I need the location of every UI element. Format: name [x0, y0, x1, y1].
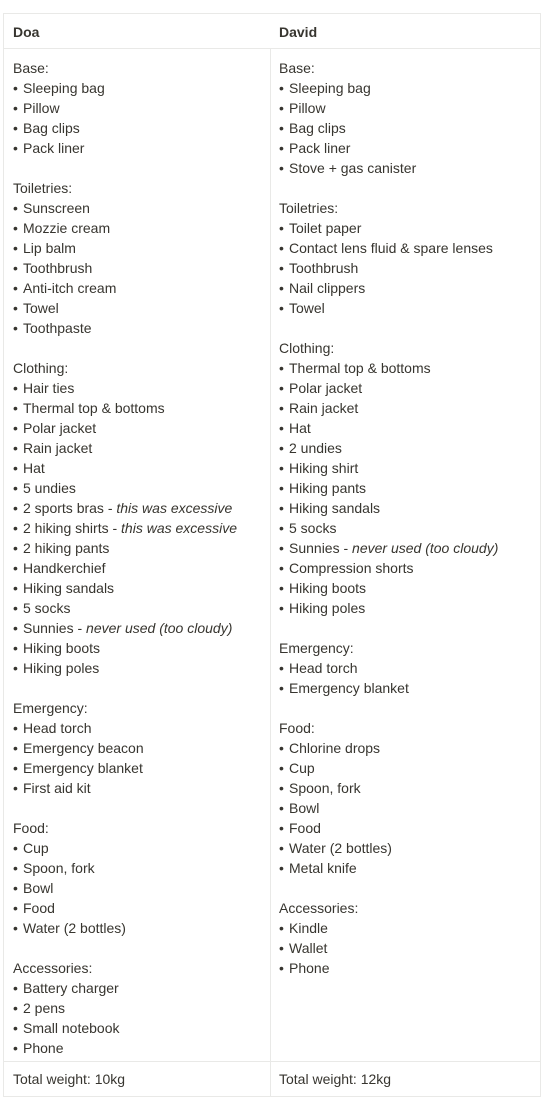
list-item	[13, 758, 261, 778]
list-item	[13, 718, 261, 738]
list-item-text: Hiking pants	[289, 480, 367, 496]
section-spacer	[279, 618, 531, 638]
section-spacer	[13, 678, 261, 698]
bullet-icon: •	[279, 100, 284, 116]
list-item	[279, 438, 531, 458]
bullet-icon: •	[279, 140, 284, 156]
bullet-icon: •	[279, 940, 284, 956]
bullet-icon: •	[13, 320, 18, 336]
section-title: Accessories:	[13, 960, 93, 976]
bullet-icon: •	[13, 620, 18, 636]
list-item-text: 5 undies	[23, 480, 76, 496]
list-item-text: Pillow	[23, 100, 60, 116]
bullet-icon: •	[279, 520, 284, 536]
bullet-icon: •	[13, 900, 18, 916]
list-item-text: Bowl	[23, 880, 54, 896]
bullet-icon: •	[279, 80, 284, 96]
bullet-icon: •	[279, 580, 284, 596]
list-item-text: Small notebook	[23, 1020, 120, 1036]
list-item-text: Hiking sandals	[289, 500, 381, 516]
bullet-icon: •	[13, 540, 18, 556]
bullet-icon: •	[279, 300, 284, 316]
bullet-icon: •	[279, 240, 284, 256]
packing-list-table	[3, 13, 541, 1097]
list-item	[13, 98, 261, 118]
section-spacer	[279, 698, 531, 718]
column-header-david[interactable]	[270, 14, 540, 49]
section-title: Emergency:	[13, 700, 88, 716]
bullet-icon: •	[13, 860, 18, 876]
bullet-icon: •	[13, 380, 18, 396]
list-item	[279, 378, 531, 398]
bullet-icon: •	[279, 860, 284, 876]
list-item-text: Thermal top & bottoms	[23, 400, 165, 416]
bullet-icon: •	[13, 100, 18, 116]
list-item	[13, 118, 261, 138]
list-item	[279, 138, 531, 158]
list-item-text: Bag clips	[23, 120, 80, 136]
list-item	[13, 258, 261, 278]
list-item-text: Toilet paper	[289, 220, 362, 236]
bullet-icon: •	[279, 120, 284, 136]
bullet-icon: •	[279, 820, 284, 836]
total-weight-text: Total weight: 12kg	[279, 1071, 392, 1087]
bullet-icon: •	[13, 140, 18, 156]
list-item	[279, 558, 531, 578]
bullet-icon: •	[13, 560, 18, 576]
list-item	[13, 838, 261, 858]
total-weight-text: Total weight: 10kg	[13, 1071, 126, 1087]
list-item	[13, 978, 261, 998]
list-item	[13, 518, 261, 538]
list-item	[279, 418, 531, 438]
bullet-icon: •	[13, 400, 18, 416]
list-item	[279, 818, 531, 838]
column-body-doa[interactable]	[4, 49, 270, 1061]
list-item	[13, 138, 261, 158]
list-item	[13, 298, 261, 318]
bullet-icon: •	[279, 600, 284, 616]
list-item-text: 5 socks	[289, 520, 337, 536]
bullet-icon: •	[279, 220, 284, 236]
bullet-icon: •	[13, 780, 18, 796]
bullet-icon: •	[279, 840, 284, 856]
list-item-text: Toothpaste	[23, 320, 92, 336]
list-item-text: Contact lens fluid & spare lenses	[289, 240, 493, 256]
list-item-text: Polar jacket	[289, 380, 363, 396]
list-item	[13, 78, 261, 98]
list-item-text: Toothbrush	[289, 260, 359, 276]
list-item	[13, 538, 261, 558]
bullet-icon: •	[13, 300, 18, 316]
list-item-text: 2 undies	[289, 440, 342, 456]
list-item-note: never used (too cloudy)	[352, 540, 499, 556]
bullet-icon: •	[279, 740, 284, 756]
list-item-text: Hiking poles	[289, 600, 366, 616]
list-item	[279, 218, 531, 238]
list-item-text: Emergency beacon	[23, 740, 144, 756]
column-doa	[4, 14, 271, 1096]
bullet-icon: •	[279, 440, 284, 456]
list-item	[279, 278, 531, 298]
bullet-icon: •	[13, 640, 18, 656]
bullet-icon: •	[279, 400, 284, 416]
list-item	[13, 638, 261, 658]
list-item-text: Towel	[23, 300, 59, 316]
list-item	[279, 658, 531, 678]
bullet-icon: •	[13, 1020, 18, 1036]
list-item	[13, 198, 261, 218]
bullet-icon: •	[13, 440, 18, 456]
list-item-text: Pack liner	[23, 140, 85, 156]
list-item	[13, 878, 261, 898]
list-item	[13, 418, 261, 438]
list-item	[279, 538, 531, 558]
list-item-text: Nail clippers	[289, 280, 366, 296]
list-item-text: 2 hiking shirts -	[23, 520, 122, 536]
list-item	[279, 938, 531, 958]
list-item	[279, 118, 531, 138]
list-item-text: Head torch	[23, 720, 92, 736]
section-spacer	[13, 938, 261, 958]
bullet-icon: •	[279, 780, 284, 796]
list-item-text: Hiking boots	[23, 640, 101, 656]
bullet-icon: •	[13, 840, 18, 856]
list-item-text: Hiking boots	[289, 580, 367, 596]
bullet-icon: •	[279, 420, 284, 436]
list-item	[279, 398, 531, 418]
list-item-text: Spoon, fork	[23, 860, 95, 876]
list-item-text: Rain jacket	[289, 400, 359, 416]
list-item	[13, 218, 261, 238]
list-item-text: Pack liner	[289, 140, 351, 156]
list-item-text: Sleeping bag	[289, 80, 371, 96]
list-item	[13, 1038, 261, 1058]
list-item-text: Polar jacket	[23, 420, 97, 436]
list-item	[279, 258, 531, 278]
list-item	[13, 498, 261, 518]
list-item	[279, 158, 531, 178]
bullet-icon: •	[13, 460, 18, 476]
list-item-text: Bag clips	[289, 120, 346, 136]
list-item	[279, 678, 531, 698]
list-item-text: Bowl	[289, 800, 320, 816]
bullet-icon: •	[279, 560, 284, 576]
list-item-text: Water (2 bottles)	[289, 840, 392, 856]
list-item	[13, 898, 261, 918]
list-item	[13, 378, 261, 398]
list-item	[13, 598, 261, 618]
bullet-icon: •	[279, 800, 284, 816]
list-item	[13, 278, 261, 298]
list-item	[279, 518, 531, 538]
list-item-text: Hiking poles	[23, 660, 100, 676]
bullet-icon: •	[13, 980, 18, 996]
list-item	[279, 478, 531, 498]
list-item-text: Mozzie cream	[23, 220, 111, 236]
list-item-text: Rain jacket	[23, 440, 93, 456]
section-spacer	[13, 158, 261, 178]
section-title: Toiletries:	[279, 200, 339, 216]
list-item	[13, 318, 261, 338]
list-item-text: Food	[23, 900, 55, 916]
list-item-text: Toothbrush	[23, 260, 93, 276]
list-item-text: Hiking sandals	[23, 580, 115, 596]
list-item-text: Compression shorts	[289, 560, 414, 576]
list-item	[13, 658, 261, 678]
list-item-text: Stove + gas canister	[289, 160, 417, 176]
list-item	[279, 358, 531, 378]
column-david	[270, 14, 540, 1096]
bullet-icon: •	[13, 260, 18, 276]
section-title: Toiletries:	[13, 180, 73, 196]
list-item	[279, 598, 531, 618]
list-item-text: First aid kit	[23, 780, 91, 796]
list-item	[13, 458, 261, 478]
bullet-icon: •	[279, 160, 284, 176]
bullet-icon: •	[279, 680, 284, 696]
list-item-text: Emergency blanket	[289, 680, 409, 696]
list-item	[279, 98, 531, 118]
bullet-icon: •	[279, 760, 284, 776]
section-spacer	[13, 798, 261, 818]
list-item	[279, 298, 531, 318]
list-item	[279, 858, 531, 878]
list-item	[279, 778, 531, 798]
bullet-icon: •	[13, 520, 18, 536]
bullet-icon: •	[279, 920, 284, 936]
total-weight-cell-david[interactable]	[270, 1061, 540, 1096]
list-item-text: Thermal top & bottoms	[289, 360, 431, 376]
list-item-text: Sunnies -	[23, 620, 87, 636]
list-item	[13, 618, 261, 638]
list-item	[13, 858, 261, 878]
list-item-text: Towel	[289, 300, 325, 316]
list-item-text: Sunnies -	[289, 540, 353, 556]
bullet-icon: •	[279, 460, 284, 476]
bullet-icon: •	[279, 260, 284, 276]
bullet-icon: •	[13, 580, 18, 596]
section-title: Base:	[13, 60, 49, 76]
list-item-text: Phone	[23, 1040, 64, 1056]
bullet-icon: •	[279, 280, 284, 296]
bullet-icon: •	[13, 240, 18, 256]
list-item	[13, 578, 261, 598]
list-item	[13, 478, 261, 498]
bullet-icon: •	[13, 720, 18, 736]
bullet-icon: •	[13, 280, 18, 296]
bullet-icon: •	[13, 760, 18, 776]
list-item	[13, 238, 261, 258]
section-title: Emergency:	[279, 640, 354, 656]
list-item	[279, 578, 531, 598]
section-title: Base:	[279, 60, 315, 76]
bullet-icon: •	[279, 380, 284, 396]
bullet-icon: •	[279, 360, 284, 376]
list-item-text: Battery charger	[23, 980, 119, 996]
section-spacer	[13, 338, 261, 358]
list-item-text: Metal knife	[289, 860, 357, 876]
bullet-icon: •	[13, 920, 18, 936]
list-item-text: Hiking shirt	[289, 460, 359, 476]
bullet-icon: •	[13, 480, 18, 496]
bullet-icon: •	[13, 740, 18, 756]
column-body-david[interactable]	[270, 49, 540, 1061]
list-item-text: Wallet	[289, 940, 328, 956]
total-weight-cell-doa[interactable]	[4, 1061, 270, 1096]
list-item	[279, 458, 531, 478]
list-item-text: Water (2 bottles)	[23, 920, 126, 936]
bullet-icon: •	[13, 600, 18, 616]
section-title: Food:	[13, 820, 49, 836]
list-item-note: this was excessive	[116, 500, 233, 516]
list-item-text: Lip balm	[23, 240, 76, 256]
list-item-text: Kindle	[289, 920, 328, 936]
bullet-icon: •	[13, 1040, 18, 1056]
list-item	[13, 1018, 261, 1038]
list-item	[279, 78, 531, 98]
list-item-text: Cup	[23, 840, 49, 856]
list-item	[13, 778, 261, 798]
list-item	[13, 398, 261, 418]
list-item	[279, 918, 531, 938]
list-item	[279, 498, 531, 518]
list-item-text: Handkerchief	[23, 560, 106, 576]
bullet-icon: •	[279, 540, 284, 556]
bullet-icon: •	[279, 500, 284, 516]
section-title: Clothing:	[13, 360, 69, 376]
list-item-text: Chlorine drops	[289, 740, 381, 756]
list-item	[13, 558, 261, 578]
list-item-text: 2 pens	[23, 1000, 66, 1016]
section-title: Food:	[279, 720, 315, 736]
list-item	[279, 758, 531, 778]
list-item-text: Sleeping bag	[23, 80, 105, 96]
list-item-text: Emergency blanket	[23, 760, 143, 776]
bullet-icon: •	[13, 120, 18, 136]
list-item-note: never used (too cloudy)	[86, 620, 233, 636]
list-item-text: Cup	[289, 760, 315, 776]
bullet-icon: •	[13, 420, 18, 436]
section-spacer	[279, 318, 531, 338]
column-header-doa[interactable]	[4, 14, 270, 49]
list-item-text: Hat	[23, 460, 45, 476]
list-item	[279, 838, 531, 858]
list-item	[279, 238, 531, 258]
bullet-icon: •	[13, 1000, 18, 1016]
list-item-text: Phone	[289, 960, 330, 976]
list-item-text: 5 socks	[23, 600, 71, 616]
section-spacer	[279, 878, 531, 898]
list-item-text: Head torch	[289, 660, 358, 676]
list-item-text: Pillow	[289, 100, 326, 116]
list-item	[13, 438, 261, 458]
list-item	[279, 798, 531, 818]
bullet-icon: •	[13, 500, 18, 516]
list-item	[13, 918, 261, 938]
list-item-text: 2 hiking pants	[23, 540, 110, 556]
list-item	[279, 958, 531, 978]
list-item-text: Spoon, fork	[289, 780, 361, 796]
bullet-icon: •	[279, 660, 284, 676]
column-header-label: David	[279, 24, 318, 40]
list-item-text: Food	[289, 820, 321, 836]
section-spacer	[279, 178, 531, 198]
section-title: Accessories:	[279, 900, 359, 916]
list-item	[13, 738, 261, 758]
list-item-text: Hat	[289, 420, 311, 436]
column-header-label: Doa	[13, 24, 40, 40]
bullet-icon: •	[13, 660, 18, 676]
bullet-icon: •	[13, 80, 18, 96]
list-item-text: Hair ties	[23, 380, 75, 396]
bullet-icon: •	[13, 220, 18, 236]
list-item-note: this was excessive	[121, 520, 237, 536]
bullet-icon: •	[13, 880, 18, 896]
list-item-text: 2 sports bras -	[23, 500, 117, 516]
list-item-text: Sunscreen	[23, 200, 90, 216]
bullet-icon: •	[279, 960, 284, 976]
list-item-text: Anti-itch cream	[23, 280, 117, 296]
bullet-icon: •	[279, 480, 284, 496]
list-item	[13, 998, 261, 1018]
list-item	[279, 738, 531, 758]
bullet-icon: •	[13, 200, 18, 216]
section-title: Clothing:	[279, 340, 335, 356]
